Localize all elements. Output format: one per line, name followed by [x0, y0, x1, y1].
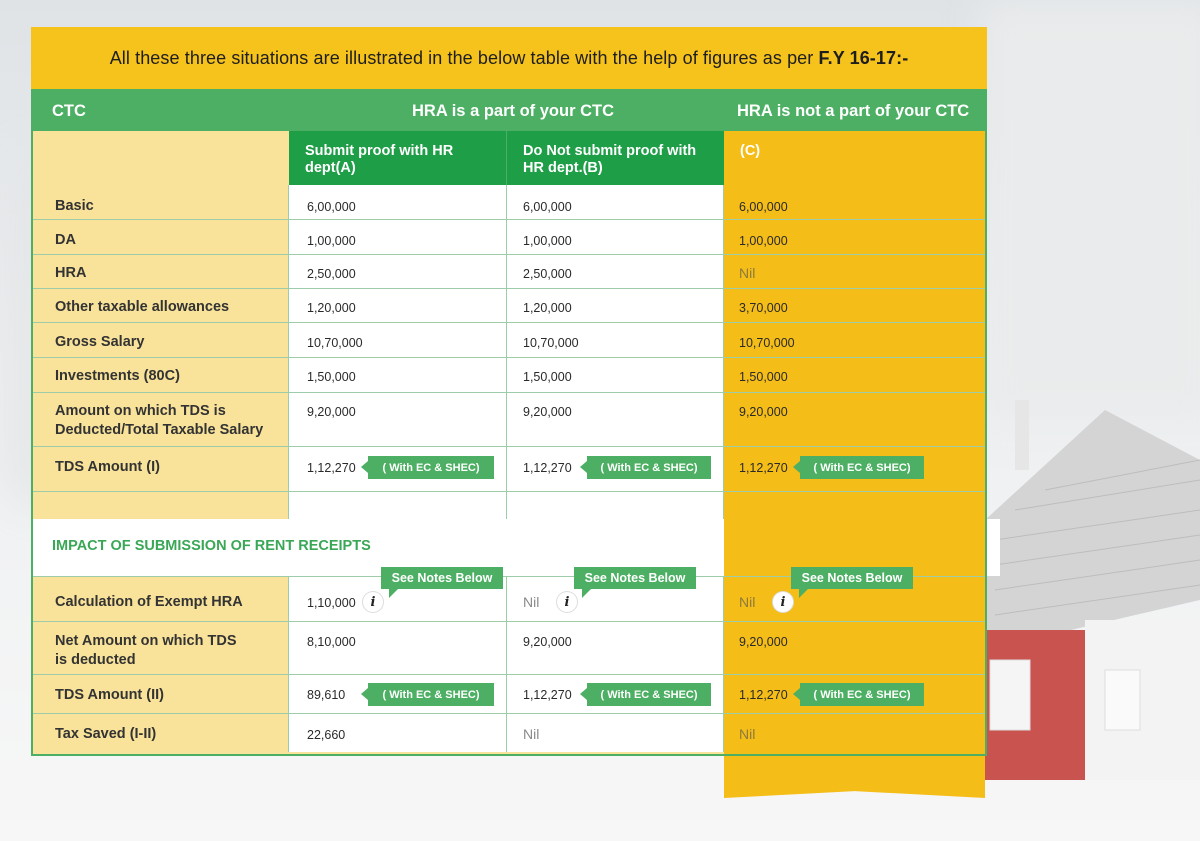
row-label-gross-salary: Gross Salary — [55, 334, 145, 350]
grid-line — [33, 254, 985, 255]
grid-line — [723, 576, 724, 752]
cell-tds2-a: 89,610 — [307, 688, 346, 702]
column-a-header: Submit proof with HR dept(A) — [289, 131, 506, 185]
cell-taxable-a: 9,20,000 — [307, 405, 356, 419]
impact-title: IMPACT OF SUBMISSION OF RENT RECEIPTS — [52, 538, 371, 554]
info-icon[interactable]: i — [773, 592, 793, 612]
row-label-net-amount: Net Amount on which TDS is deducted — [55, 633, 237, 668]
grid-line — [33, 392, 985, 393]
grid-line — [33, 219, 985, 220]
cell-invest-c: 1,50,000 — [739, 370, 788, 384]
see-notes-callout[interactable]: See Notes Below — [381, 567, 503, 589]
cell-other-c: 3,70,000 — [739, 301, 788, 315]
row-label-hra: HRA — [55, 265, 87, 281]
cell-hra-c: Nil — [739, 265, 756, 281]
column-c-background — [724, 131, 985, 752]
cell-exempt-a: 1,10,000 — [307, 596, 356, 610]
header-hra-part: HRA is a part of your CTC — [412, 101, 614, 120]
grid-line — [33, 357, 985, 358]
row-label-other-allowances: Other taxable allowances — [55, 299, 230, 315]
cell-tds1-c: 1,12,270 — [739, 461, 788, 475]
ec-shec-tag: ( With EC & SHEC) — [368, 683, 494, 706]
cell-basic-a: 6,00,000 — [307, 200, 356, 214]
grid-line — [33, 322, 985, 323]
impact-section-header-edge — [985, 519, 1000, 576]
cell-gross-b: 10,70,000 — [523, 336, 579, 350]
cell-saved-c: Nil — [739, 726, 756, 742]
cell-taxable-c: 9,20,000 — [739, 405, 788, 419]
cell-other-b: 1,20,000 — [523, 301, 572, 315]
cell-da-c: 1,00,000 — [739, 234, 788, 248]
ec-shec-tag: ( With EC & SHEC) — [587, 683, 711, 706]
cell-net-c: 9,20,000 — [739, 635, 788, 649]
ec-shec-tag: ( With EC & SHEC) — [587, 456, 711, 479]
grid-line — [506, 576, 507, 752]
row-label-tds-amount-2: TDS Amount (II) — [55, 687, 164, 703]
cell-exempt-c: Nil — [739, 594, 756, 610]
cell-tds2-b: 1,12,270 — [523, 688, 572, 702]
column-c-ribbon-tail — [724, 752, 985, 798]
cell-gross-a: 10,70,000 — [307, 336, 363, 350]
column-c-header: (C) — [740, 143, 761, 159]
row-label-investments: Investments (80C) — [55, 368, 180, 384]
header-ctc: CTC — [52, 101, 86, 120]
cell-basic-b: 6,00,000 — [523, 200, 572, 214]
banner-fy: F.Y 16-17:- — [818, 47, 909, 68]
cell-da-a: 1,00,000 — [307, 234, 356, 248]
cell-net-a: 8,10,000 — [307, 635, 356, 649]
grid-line — [33, 713, 985, 714]
grid-line — [33, 491, 985, 492]
cell-tds1-b: 1,12,270 — [523, 461, 572, 475]
cell-hra-a: 2,50,000 — [307, 267, 356, 281]
grid-line — [33, 674, 985, 675]
row-label-tds-amount-1: TDS Amount (I) — [55, 459, 160, 475]
header-hra-not-part: HRA is not a part of your CTC — [737, 101, 970, 120]
house-illustration — [985, 400, 1200, 780]
row-label-basic: Basic — [55, 198, 94, 214]
cell-other-a: 1,20,000 — [307, 301, 356, 315]
cell-saved-a: 22,660 — [307, 728, 346, 742]
cell-da-b: 1,00,000 — [523, 234, 572, 248]
cell-gross-c: 10,70,000 — [739, 336, 795, 350]
grid-line — [33, 621, 985, 622]
row-label-taxable-salary: Amount on which TDS is Deducted/Total Taxable Salary — [55, 403, 264, 438]
cell-tds2-c: 1,12,270 — [739, 688, 788, 702]
cell-taxable-b: 9,20,000 — [523, 405, 572, 419]
cell-tds1-a: 1,12,270 — [307, 461, 356, 475]
background-blur — [980, 0, 1200, 420]
cell-saved-b: Nil — [523, 726, 540, 742]
cell-invest-b: 1,50,000 — [523, 370, 572, 384]
row-label-da: DA — [55, 232, 76, 248]
column-b-header: Do Not submit proof with HR dept.(B) — [506, 131, 724, 185]
grid-line — [33, 288, 985, 289]
cell-basic-c: 6,00,000 — [739, 200, 788, 214]
info-icon[interactable]: i — [363, 592, 383, 612]
row-label-exempt-hra: Calculation of Exempt HRA — [55, 594, 243, 610]
ec-shec-tag: ( With EC & SHEC) — [800, 683, 924, 706]
grid-line — [288, 576, 289, 752]
cell-exempt-b: Nil — [523, 594, 540, 610]
cell-net-b: 9,20,000 — [523, 635, 572, 649]
row-label-tax-saved: Tax Saved (I-II) — [55, 726, 157, 742]
ec-shec-tag: ( With EC & SHEC) — [368, 456, 494, 479]
banner-text: All these three situations are illustrated in the below table with the help of figures as per — [109, 47, 814, 68]
see-notes-callout[interactable]: See Notes Below — [574, 567, 696, 589]
info-icon[interactable]: i — [557, 592, 577, 612]
ec-shec-tag: ( With EC & SHEC) — [800, 456, 924, 479]
cell-hra-b: 2,50,000 — [523, 267, 572, 281]
cell-invest-a: 1,50,000 — [307, 370, 356, 384]
intro-banner — [31, 27, 987, 89]
grid-line — [33, 446, 985, 447]
see-notes-callout[interactable]: See Notes Below — [791, 567, 913, 589]
